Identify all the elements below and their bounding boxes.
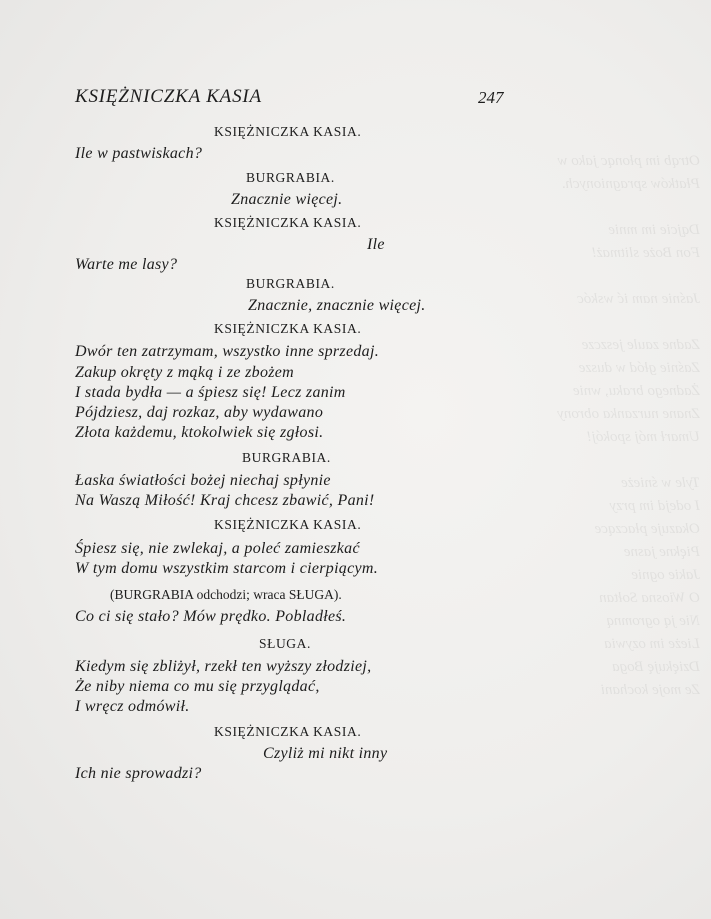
bleed-through-texture: Otrąb im płonąc jako w Płatków spragnionych. Dąjcie im mnie Fon Boże slitmaż! Jaśnie nam ić wskóc Zadne zaule jeszcze Zaśnie głód w dusze Żadnego braku, wnie Znane nurzanka obrony Umarł mój spokój! Tyle w śnieże I odejd im przy Okazuje płaczące Piękne jasne Jakie ognie O Wiosna Sołtan Nie ją ogromną Lieże im ozywia Dziękuję Boga Ze moje kochani (557, 153, 700, 698)
speaker-name: BURGRABIA. (246, 276, 335, 291)
verse-line: Na Waszą Miłość! Kraj chcesz zbawić, Pani! (75, 492, 375, 509)
verse-line: Łaska światłości bożej niechaj spłynie (75, 472, 331, 489)
speaker-name: KSIĘŻNICZKA KASIA. (214, 321, 362, 336)
speaker-name: KSIĘŻNICZKA KASIA. (214, 517, 362, 532)
verse-line: Kiedym się zbliżył, rzekł ten wyższy złodziej, (75, 658, 372, 675)
speaker-name: KSIĘŻNICZKA KASIA. (214, 724, 362, 739)
verse-line: Czyliż mi nikt inny (263, 745, 388, 762)
verse-line: Ile w pastwiskach? (75, 145, 203, 162)
verse-line: Pójdziesz, daj rozkaz, aby wydawano (75, 404, 324, 421)
verse-line: Złota każdemu, ktokolwiek się zgłosi. (75, 424, 324, 441)
verse-line: Zakup okręty z mąką i ze zbożem (75, 364, 295, 381)
page-number: 247 (478, 88, 504, 107)
verse-line: W tym domu wszystkim starcom i cierpiącym. (75, 560, 379, 577)
verse-line: Dwór ten zatrzymam, wszystko inne sprzedaj. (75, 343, 380, 360)
verse-line: I stada bydła — a śpiesz się! Lecz zanim (75, 384, 346, 401)
verse-line: I wręcz odmówił. (75, 698, 190, 715)
verse-line: Znacznie więcej. (231, 191, 343, 208)
verse-line: Warte me lasy? (75, 256, 178, 273)
speaker-name: SŁUGA. (259, 636, 311, 651)
verse-line: Ile (367, 236, 385, 253)
speaker-name: BURGRABIA. (242, 450, 331, 465)
verse-line: Znacznie, znacznie więcej. (248, 297, 426, 314)
verse-line: Co ci się stało? Mów prędko. Pobladłeś. (75, 608, 347, 625)
speaker-name: KSIĘŻNICZKA KASIA. (214, 215, 362, 230)
speaker-name: KSIĘŻNICZKA KASIA. (214, 124, 362, 139)
running-head-title: KSIĘŻNICZKA KASIA (75, 86, 262, 107)
verse-line: Że niby niema co mu się przyglądać, (75, 678, 320, 695)
stage-direction: (BURGRABIA odchodzi; wraca SŁUGA). (110, 587, 342, 602)
speaker-name: BURGRABIA. (246, 170, 335, 185)
verse-line: Śpiesz się, nie zwlekaj, a poleć zamieszkać (75, 540, 360, 557)
verse-line: Ich nie sprowadzi? (75, 765, 202, 782)
